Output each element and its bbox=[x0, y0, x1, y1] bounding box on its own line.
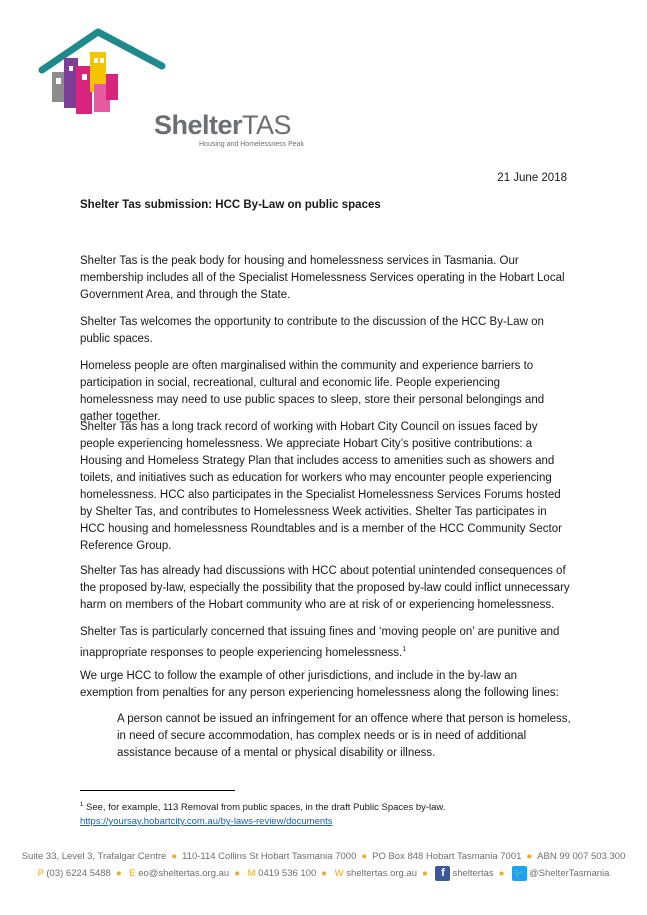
shelter-tas-logo bbox=[36, 28, 305, 148]
letter-date: 21 June 2018 bbox=[497, 172, 567, 184]
footer-address: Suite 33, Level 3, Trafalgar Centre ● 110-114 Collins St Hobart Tasmania 7000 ● PO Box 848 Hobart Tasmania 7001 ● ABN 99 007 503 300 bbox=[21, 851, 626, 862]
facebook-icon[interactable]: f bbox=[435, 866, 450, 881]
footer-contacts: P (03) 6224 5488 ● E eo@sheltertas.org.au ● M 0419 536 100 ● W sheltertas.org.au ● f sheltertas ● 🐦 @ShelterTasmania bbox=[37, 867, 610, 880]
quoted-exemption: A person cannot be issued an infringement for an offence where that person is homeless, in need of secure accommodation, has complex needs or is in need of additional assistance because of a mental or physical disability or illness. bbox=[117, 713, 571, 759]
footnote-ref[interactable]: 1 bbox=[402, 646, 407, 653]
letter-heading: Shelter Tas submission: HCC By-Law on public spaces bbox=[80, 199, 381, 211]
logo-wordmark: ShelterTAS bbox=[154, 110, 292, 140]
footer-email[interactable]: eo@sheltertas.org.au bbox=[138, 868, 230, 880]
paragraph-3: Homeless people are often marginalised within the community and experience barriers to participation in social, recreational, cultural and economic life. People experiencing homelessness may need to use public spaces to sleep, store their personal belongings and gather together. bbox=[80, 360, 545, 423]
footer-facebook[interactable]: sheltertas bbox=[452, 868, 494, 880]
paragraph-6: Shelter Tas is particularly concerned that issuing fines and ‘moving people on’ are punitive and inappropriate responses to people experiencing homelessness.$^1$ bbox=[80, 626, 560, 659]
footnote-divider bbox=[80, 790, 235, 791]
footer-phone[interactable]: (03) 6224 5488 bbox=[46, 868, 111, 880]
footer-twitter[interactable]: @ShelterTasmania bbox=[529, 868, 610, 880]
footnote: $^1$ See, for example, 113 Removal from public spaces, in the draft Public Spaces by-law. https://yoursay.hobartcity.com.au/by-laws-review/documents bbox=[80, 802, 446, 828]
footer-website[interactable]: sheltertas.org.au bbox=[346, 868, 418, 880]
paragraph-5: Shelter Tas has already had discussions with HCC about potential unintended consequences of the proposed by-law, especially the possibility that the proposed by-law could inflict unnecessary harm on members of the Hobart community who are at risk of or experiencing homelessness. bbox=[80, 565, 570, 611]
logo-tagline: Housing and Homelessness Peak bbox=[199, 141, 305, 148]
twitter-icon[interactable]: 🐦 bbox=[512, 866, 527, 881]
footnote-link[interactable]: https://yoursay.hobartcity.com.au/by-laws-review/documents bbox=[80, 816, 333, 828]
paragraph-2: Shelter Tas welcomes the opportunity to contribute to the discussion of the HCC By-Law on public spaces. bbox=[80, 316, 544, 345]
paragraph-1: Shelter Tas is the peak body for housing and homelessness services in Tasmania. Our membership includes all of the Specialist Homelessness Services operating in the Hobart Local Government Area, and through the State. bbox=[80, 255, 565, 301]
paragraph-7: We urge HCC to follow the example of other jurisdictions, and include in the by-law an exemption from penalties for any person experiencing homelessness along the following lines: bbox=[80, 670, 559, 699]
footer-mobile[interactable]: 0419 536 100 bbox=[258, 868, 317, 880]
paragraph-4: Shelter Tas has a long track record of working with Hobart City Council on issues faced by people experiencing homelessness. We appreciate Hobart City’s positive contributions: a Housing and Homeless Strategy Plan that includes access to amenities such as showers and toilets, and initiatives such as education for workers who may encounter people experiencing homelessness. HCC also participates in the Specialist Homelessness Services Forums hosted by Shelter Tas, and contributes to Homelessness Week activities. Shelter Tas participates in HCC housing and homelessness Roundtables and is a member of the HCC Community Sector Reference Group. bbox=[80, 421, 562, 552]
